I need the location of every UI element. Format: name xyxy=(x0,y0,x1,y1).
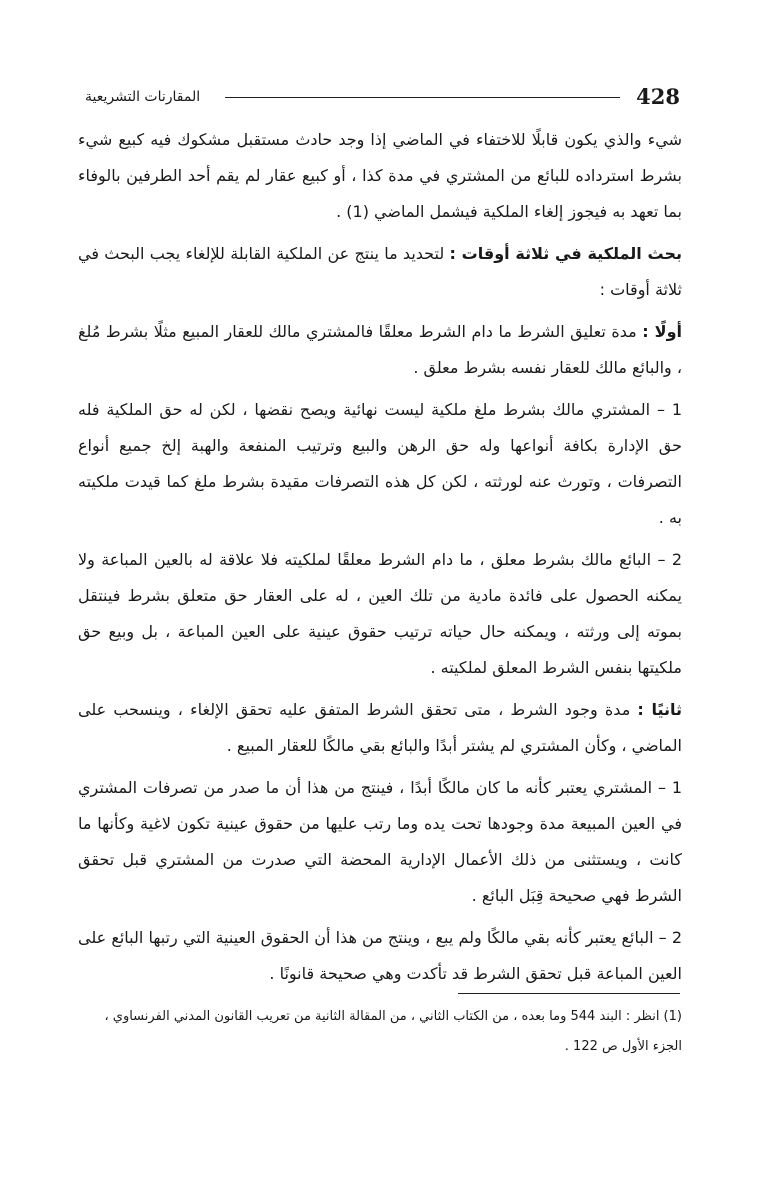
second-period-text: مدة وجود الشرط ، متى تحقق الشرط المتفق عليه تحقق الإلغاء ، وينسحب على الماضي ، وكأن المشتري لم يشتر أبدًا والبائع بقي مالكًا للعقار المبيع . xyxy=(78,700,682,755)
second-period-label: ثانيًا : xyxy=(637,700,683,719)
first-period-label: أولًا : xyxy=(642,322,683,341)
body-text xyxy=(78,122,682,998)
second-period-paragraph xyxy=(78,692,682,764)
section-heading-paragraph xyxy=(78,236,682,308)
second-point-1: 1 – المشتري يعتبر كأنه ما كان مالكًا أبدًا ، فينتج من هذا أن ما صدر من تصرفات المشتري في العين المبيعة مدة وجودها تحت يده وما رتب عليها من حقوق عينية تكون لاغية وكأنها ما كانت ، ويستثنى من ذلك الأعمال الإدارية المحضة التي صدرت من المشتري قبل تحقق الشرط فهي صحيحة قِبَل البائع . xyxy=(78,778,682,905)
second-point-2: 2 – البائع يعتبر كأنه بقي مالكًا ولم يبع ، وينتج من هذا أن الحقوق العينية التي رتبها البائع على العين المباعة قبل تحقق الشرط قد تأكدت وهي صحيحة قانونًا . xyxy=(78,928,682,983)
running-title: المقارنات التشريعية xyxy=(85,89,201,105)
page-number: 428 xyxy=(636,84,680,109)
page-header xyxy=(85,84,680,114)
first-period-paragraph xyxy=(78,314,682,386)
footnote-rule xyxy=(458,993,680,994)
section-heading: بحث الملكية في ثلاثة أوقات : xyxy=(449,244,682,263)
footnote: (1) انظر : البند 544 وما بعده ، من الكتاب الثاني ، من المقالة الثانية من تعريب القانون المدني الفرنساوي ، الجزء الأول ص 122 . xyxy=(104,1009,682,1054)
first-point-2: 2 – البائع مالك بشرط معلق ، ما دام الشرط معلقًا لملكيته فلا علاقة له بالعين المباعة ولا يمكنه الحصول على فائدة مادية من تلك العين ، له على العقار حق متعلق بشرط فينتقل بموته إلى ورثته ، ويمكنه حال حياته ترتيب حقوق عينية على العين المباعة ، بل وبيع حق ملكيتها بنفس الشرط المعلق لملكيته . xyxy=(78,550,682,677)
first-point-1: 1 – المشتري مالك بشرط ملغ ملكية ليست نهائية ويصح نقضها ، لكن له حق الملكية فله حق الإدارة بكافة أنواعها وله حق الرهن والبيع وترتيب المنفعة والهبة إلخ جميع أنواع التصرفات ، وتورث عنه لورثته ، لكن كل هذه التصرفات مقيدة بشرط ملغ كما قيدت ملكيته به . xyxy=(78,400,682,527)
intro-paragraph: شيء والذي يكون قابلًا للاختفاء في الماضي إذا وجد حادث مستقبل مشكوك فيه كبيع شيء بشرط استرداده للبائع من المشتري في مدة كذا ، أو كبيع عقار لم يقم أحد الطرفين بالوفاء بما تعهد به فيجوز إلغاء الملكية فيشمل الماضي (1) . xyxy=(78,130,682,221)
header-rule xyxy=(225,97,620,98)
section-heading-text: لتحديد ما ينتج عن الملكية القابلة للإلغاء يجب البحث في ثلاثة أوقات : xyxy=(78,244,682,299)
first-period-text: مدة تعليق الشرط ما دام الشرط معلقًا فالمشتري مالك للعقار المبيع مثلًا بشرط مُلغ ، والبائع مالك للعقار نفسه بشرط معلق . xyxy=(78,322,682,377)
